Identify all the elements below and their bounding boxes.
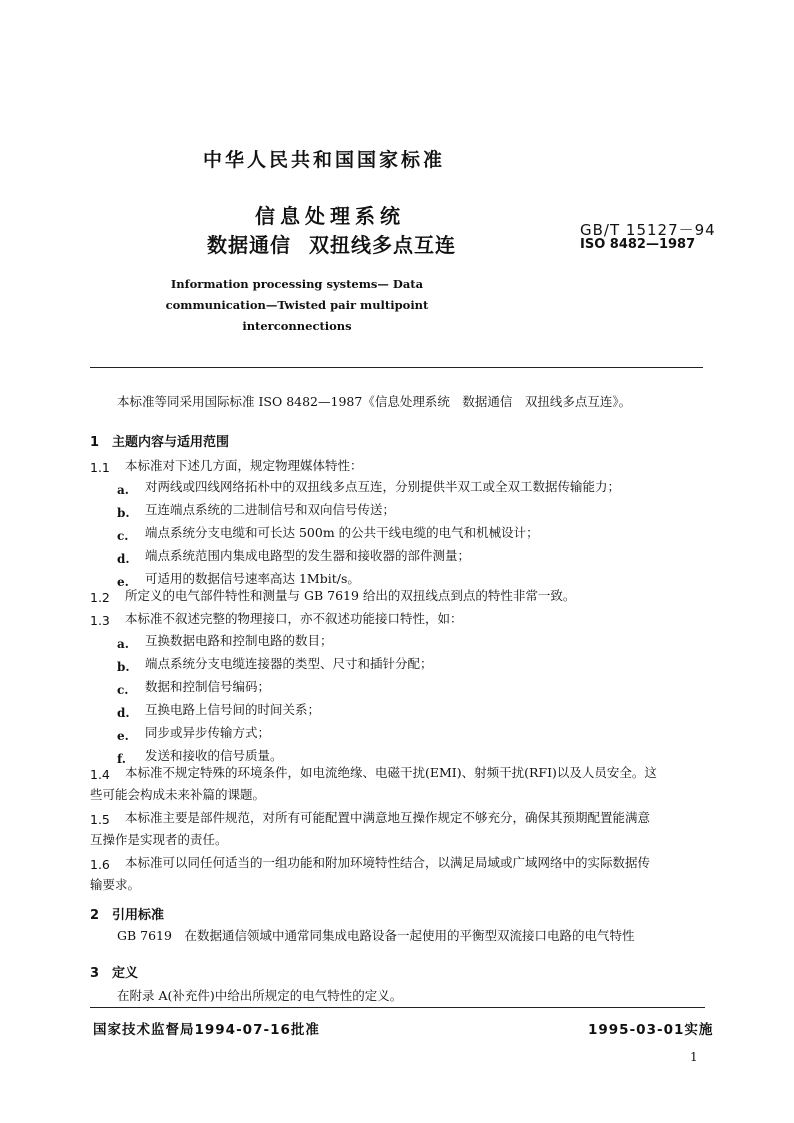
referenced-standard: GB 7619 在数据通信领域中通常同集成电路设备一起使用的平衡型双流接口电路的电气特性: [117, 928, 635, 943]
clause-1-5-line2: 互操作是实现者的责任。: [90, 832, 228, 847]
list-item: 数据和控制信号编码；: [145, 679, 271, 694]
clause-1-3-text: 本标准不叙述完整的物理接口，亦不叙述功能接口特性，如：: [125, 611, 463, 626]
english-title-line3: interconnections: [242, 319, 352, 333]
list-item-letter: f.: [117, 752, 126, 766]
english-title-line1: Information processing systems— Data: [170, 277, 424, 291]
clause-1-2-number: 1.2: [90, 590, 110, 605]
english-title-line2: communication—Twisted pair multipoint: [165, 298, 429, 312]
document-title-line2: [207, 229, 456, 258]
list-item: 端点系统范围内集成电路型的发生器和接收器的部件测量；: [145, 548, 471, 563]
approval-date: 国家技术监督局1994-07-16批准: [93, 1022, 320, 1038]
list-item: 互换数据电路和控制电路的数目；: [145, 633, 333, 648]
list-item-letter: e.: [117, 575, 129, 589]
section-3-heading: 3 定义: [90, 966, 139, 981]
list-item-letter: a.: [117, 483, 129, 497]
clause-1-6-line1: 本标准可以同任何适当的一组功能和附加环境特性结合，以满足局域或广域网络中的实际数据传: [125, 855, 651, 870]
list-item-letter: a.: [117, 637, 129, 651]
intro-paragraph: 本标准等同采用国际标准 ISO 8482—1987《信息处理系统 数据通信 双扭线多点互连》。: [117, 394, 632, 409]
clause-1-5-line1: 本标准主要是部件规范，对所有可能配置中满意地互操作规定不够充分，确保其预期配置能满意: [125, 810, 651, 825]
clause-1-6-number: 1.6: [90, 857, 110, 872]
list-item-letter: d.: [117, 706, 130, 720]
page-number: 1: [690, 1050, 698, 1064]
list-item-letter: c.: [117, 529, 129, 543]
list-item-letter: b.: [117, 660, 130, 674]
clause-1-1-text: 本标准对下述几方面，规定物理媒体特性：: [125, 458, 363, 473]
section-1-heading: 1 主题内容与适用范围: [90, 435, 230, 450]
clause-1-4-line2: 些可能会构成未来补篇的课题。: [90, 787, 266, 802]
list-item: 可适用的数据信号速率高达 1Mbit/s。: [145, 571, 360, 586]
list-item: 发送和接收的信号质量。: [145, 748, 283, 763]
list-item-letter: e.: [117, 729, 129, 743]
title-part-b: 双扭线多点互连: [309, 233, 456, 257]
clause-1-2-text: 所定义的电气部件特性和测量与 GB 7619 给出的双扭线点到点的特性非常一致。: [125, 588, 576, 603]
list-item: 对两线或四线网络拓朴中的双扭线多点互连，分别提供半双工或全双工数据传输能力；: [145, 479, 621, 494]
national-standard-title: 中华人民共和国国家标准: [203, 149, 446, 171]
clause-1-6-line2: 输要求。: [90, 877, 141, 892]
section-2-heading: 2 引用标准: [90, 908, 165, 923]
list-item: 端点系统分支电缆连接器的类型、尺寸和插针分配；: [145, 656, 433, 671]
gb-standard-code: GB/T 15127－94: [580, 221, 716, 239]
list-item-letter: b.: [117, 506, 130, 520]
list-item-letter: d.: [117, 552, 130, 566]
list-item: 端点系统分支电缆和可长达 500m 的公共干线电缆的电气和机械设计；: [145, 525, 539, 540]
footer-divider: [90, 1007, 705, 1008]
title-part-a: 数据通信: [207, 233, 291, 257]
list-item: 互换电路上信号间的时间关系；: [145, 702, 321, 717]
list-item-letter: c.: [117, 683, 129, 697]
clause-1-3-number: 1.3: [90, 613, 110, 628]
clause-1-5-number: 1.5: [90, 812, 110, 827]
clause-1-4-number: 1.4: [90, 767, 110, 782]
list-item: 互连端点系统的二进制信号和双向信号传送；: [145, 502, 396, 517]
list-item: 同步或异步传输方式；: [145, 725, 271, 740]
definition-text: 在附录 A(补充件)中给出所规定的电气特性的定义。: [117, 988, 403, 1003]
clause-1-4-line1: 本标准不规定特殊的环境条件，如电流绝缘、电磁干扰(EMI)、射频干扰(RFI)以及人员安全。这: [125, 765, 657, 780]
clause-1-1-number: 1.1: [90, 460, 110, 475]
iso-standard-code: ISO 8482—1987: [580, 237, 696, 252]
document-title-line1: 信息处理系统: [255, 204, 405, 228]
effective-date: 1995-03-01实施: [588, 1022, 714, 1038]
header-divider: [90, 367, 703, 368]
